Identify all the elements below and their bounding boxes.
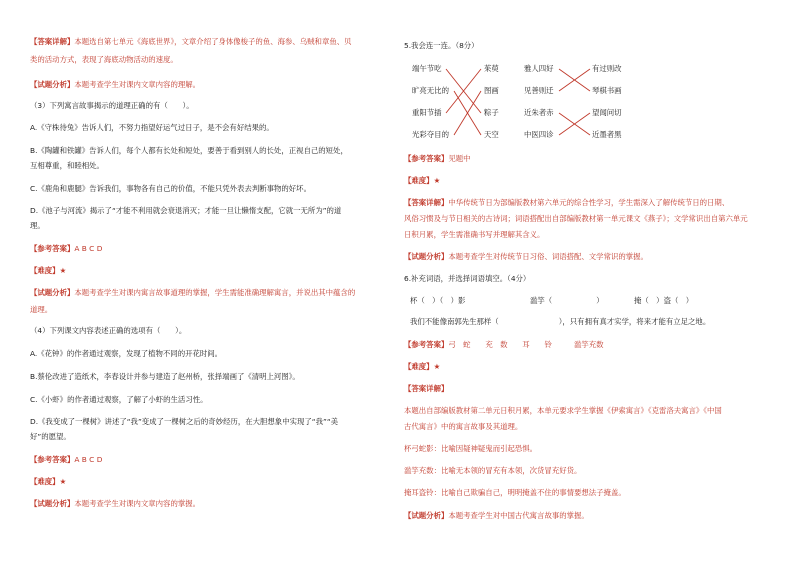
- idiom-explanation-2: 滥竽充数：比喻无本领的冒充有本领，次货冒充好货。: [404, 466, 582, 475]
- analysis-6: 【试题分析】本题考查学生对中国古代寓言故事的掌握。: [404, 511, 589, 520]
- answer-detail-6: 【答案详解】: [404, 384, 449, 393]
- fill-blank-1: 杯（ ）（ ）影: [410, 296, 466, 305]
- match1-left-item: 旷亮无比的: [412, 86, 449, 95]
- reference-answer-6: 【参考答案】弓 蛇 充 数 耳 铃 滥竽充数: [404, 340, 604, 349]
- question-3-option-b: B.《陶罐和铁罐》告诉人们，每个人都有长处和短处，要善于看到别人的长处，正视自己的短处，: [30, 146, 348, 155]
- matching-lines: [404, 0, 772, 160]
- question-4-option-a: A.《花钟》的作者通过观察，发现了植物不同的开花时间。: [30, 349, 223, 358]
- answer-detail-6-text: 本题出自部编版教材第二单元日积月累，本单元要求学生掌握《伊索寓言》《克雷洛夫寓言》《中国: [404, 406, 722, 415]
- reference-answer-3: 【参考答案】A B C D: [30, 244, 103, 253]
- match2-left-item: 雅人四好: [524, 64, 554, 73]
- reference-answer-4: 【参考答案】A B C D: [30, 455, 103, 464]
- question-3-option-c: C.《鹿角和鹿腿》告诉我们，事物各有自己的价值，不能只凭外表去判断事物的好坏。: [30, 184, 311, 193]
- answer-detail-6-text-cont: 古代寓言》中的寓言故事及其道理。: [404, 422, 523, 431]
- star-icon: ★: [59, 266, 67, 275]
- question-3-option-d: D.《池子与河流》揭示了“才能不利用就会衰退消灭；才能一旦让懒惰支配，它就一无所为”的道: [30, 206, 342, 215]
- question-4-option-d-cont: 好”的愿望。: [30, 432, 71, 441]
- question-4-option-d: D.《我变成了一棵树》讲述了“我”变成了一棵树之后的奇妙经历，在大胆想象中实现了“我”“美: [30, 417, 339, 426]
- idiom-explanation-1: 杯弓蛇影：比喻因疑神疑鬼而引起恐惧。: [404, 444, 538, 453]
- question-3-option-d-cont: 理。: [30, 221, 45, 230]
- question-4-option-c: C.《小虾》的作者通过观察，了解了小虾的生活习性。: [30, 395, 208, 404]
- star-icon: ★: [433, 362, 441, 371]
- match1-right-item: 粽子: [484, 108, 499, 117]
- fill-blank-2: 滥竽（ ）: [530, 296, 604, 305]
- reference-answer-5: 【参考答案】见题中: [404, 154, 471, 163]
- match1-right-item: 图画: [484, 86, 499, 95]
- question-4: （4）下列课文内容表述正确的选项有（ ）。: [30, 326, 187, 335]
- fill-sentence: 我们不能像南郭先生那样（ ），只有拥有真才实学，将来才能有立足之地。: [410, 317, 711, 326]
- question-4-option-b: B.蔡伦改进了造纸术，李春设计并参与建造了赵州桥，张择端画了《清明上河图》。: [30, 372, 300, 381]
- match1-right-item: 天空: [484, 130, 499, 139]
- answer-detail-1-cont: 类的活动方式，表现了海底动物活动的速度。: [30, 55, 178, 64]
- difficulty-6: 【难度】★: [404, 362, 441, 371]
- difficulty-4: 【难度】★: [30, 477, 67, 486]
- analysis-3-cont: 道理。: [30, 305, 53, 314]
- analysis-4: 【试题分析】本题考查学生对课内文章内容的掌握。: [30, 499, 201, 508]
- match2-left-item: 中医四诊: [524, 130, 554, 139]
- question-3-option-b-cont: 互相尊重，和睦相处。: [30, 161, 104, 170]
- analysis-5: 【试题分析】本题考查学生对传统节日习俗、词语搭配、文学常识的掌握。: [404, 252, 648, 261]
- star-icon: ★: [433, 176, 441, 185]
- question-3-option-a: A.《守株待兔》告诉人们，不努力指望好运气过日子，是不会有好结果的。: [30, 123, 274, 132]
- match2-left-item: 近朱者赤: [524, 108, 554, 117]
- match2-left-item: 见善则迁: [524, 86, 554, 95]
- match2-right-item: 有过则改: [592, 64, 622, 73]
- difficulty-3: 【难度】★: [30, 266, 67, 275]
- match2-right-item: 近墨者黑: [592, 130, 622, 139]
- difficulty-5: 【难度】★: [404, 176, 441, 185]
- match2-right-item: 望闻问切: [592, 108, 622, 117]
- fill-blank-3: 掩（ ）盗（ ）: [634, 296, 694, 305]
- match1-left-item: 重阳节插: [412, 108, 442, 117]
- analysis-1: 【试题分析】本题考查学生对课内文章内容的理解。: [30, 80, 201, 89]
- question-5: 5.我会连一连。（8分）: [404, 41, 479, 50]
- match1-left-item: 端午节吃: [412, 64, 442, 73]
- question-6: 6.补充词语，并选择词语填空。（4分）: [404, 274, 531, 283]
- star-icon: ★: [59, 477, 67, 486]
- answer-detail-1: 【答案详解】本题选自第七单元《海底世界》，文章介绍了身体像梭子的鱼、海参、乌贼和章鱼、贝: [30, 37, 352, 46]
- idiom-explanation-3: 掩耳盗铃：比喻自己欺骗自己，明明掩盖不住的事情要想法子掩盖。: [404, 488, 626, 497]
- question-3: （3）下列寓言故事揭示的道理正确的有（ ）。: [30, 101, 194, 110]
- answer-detail-5: 【答案详解】中华传统节日为部编版教材第六单元的综合性学习，学生需深入了解传统节日的日期、: [404, 198, 730, 207]
- answer-detail-5-cont: 风俗习惯及与节日相关的古诗词；词语搭配出自部编版教材第一单元课文《燕子》；文学常识出自第六单元: [404, 214, 748, 223]
- match1-right-item: 茱萸: [484, 64, 499, 73]
- answer-detail-5-cont2: 日积月累，学生需准确书写并理解其含义。: [404, 230, 545, 239]
- match2-right-item: 琴棋书画: [592, 86, 622, 95]
- analysis-3: 【试题分析】本题考查学生对课内寓言故事道理的掌握，学生需能准确理解寓言，并说出其中蕴含的: [30, 288, 356, 297]
- match1-left-item: 光彩夺目的: [412, 130, 449, 139]
